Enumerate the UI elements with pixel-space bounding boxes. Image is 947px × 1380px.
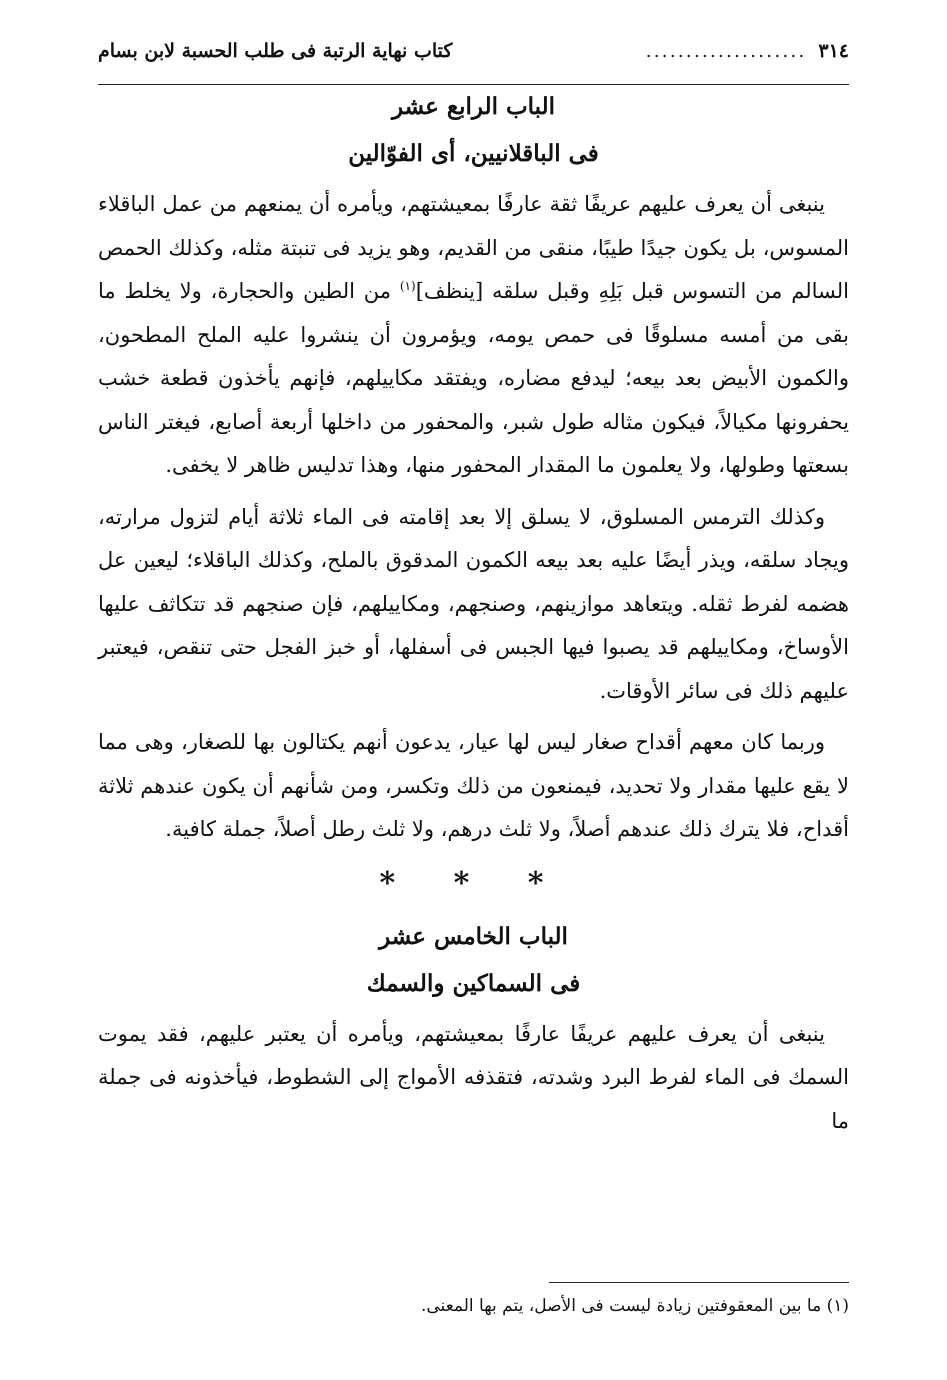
chapter-15-heading: الباب الخامس عشر (379, 922, 568, 950)
paragraph: ينبغى أن يعرف عليهم عريفًا عارفًا بمعيشتهم، ويأمره أن يعتبر عليهم، فقد يموت السمك فى الماء لفرط البرد وشدته، فتقذفه الأمواج إلى الشطوط، فيأخذونه فى جملة ما (98, 1021, 849, 1133)
footnote-text: (١) ما بين المعقوفتين زيادة ليست فى الأصل، يتم بها المعنى. (420, 1296, 849, 1316)
paragraph-text: ينبغى أن يعرف عليهم عريفًا ثقة عارفًا بمعيشتهم، ويأمره أن يمنعهم من عمل الباقلاء المسوس، بل يكون جيدًا طيبًا، منقى من القديم، وهو يزيد فى تنبتة مثله، وكذلك الحمص السالم من التسوس قبل بَلِهِ وقبل سلقه [ينظف] (98, 192, 849, 303)
page-number: ٣١٤ (818, 40, 849, 62)
chapter-15 (98, 923, 849, 1144)
chapter-14 (98, 93, 849, 852)
footnote-rule (549, 1282, 849, 1283)
paragraph: وكذلك الترمس المسلوق، لا يسلق إلا بعد إقامته فى الماء ثلاثة أيام لتزول مرارته، ويجاد سلقه، ويذر أيضًا عليه بعد بيعه الكمون المدقوق بالملح، وكذلك الباقلاء؛ ليعين عل هضمه لفرط ثقله. ويتعاهد موازينهم، وصنجهم، ومكاييلهم، فإن صنجهم قد تتكاثف عليها الأوساخ، ومكاييلهم قد يصبوا فيها الجبس فى أسفلها، أو خبز الفجل حتى تنقص، فيعتبر عليهم ذلك فى سائر الأوقات. (98, 504, 849, 703)
footnote-reference[interactable]: (١) (399, 279, 416, 293)
paragraph (98, 183, 849, 488)
running-header (98, 40, 849, 85)
chapter-14-heading: الباب الرابع عشر (391, 93, 556, 120)
paragraph: وربما كان معهم أقداح صغار ليس لها عيار، يدعون أنهم يكتالون بها للصغار، وهى مما لا يقع عليها مقدار ولا تحديد، فيمنعون من ذلك وتكسر، ومن شأنهم أن يكون عندهم ثلاثة أقداح، فلا يترك ذلك عندهم أصلاً، ولا ثلث درهم، ولا ثلث رطل أصلاً، جملة كافية. (98, 730, 849, 841)
section-divider: * * * (379, 865, 568, 901)
chapter-15-subheading: فى السماكين والسمك (366, 969, 581, 997)
dotted-leader: .................... (645, 40, 807, 62)
book-title: كتاب نهاية الرتبة فى طلب الحسبة لابن بسام (98, 40, 453, 62)
paragraph-text: من الطين والحجارة، ولا يخلط ما بقى من أمسه مسلوقًا فى حمص يومه، ويؤمرون أن ينشروا عليه الملح المطحون، والكمون الأبيض بعد بيعه؛ ليدفع مضاره، ويفتقد مكاييلهم، فإنهم يأخذون قطعة خشب يحفرونها مكيالاً، فيكون مثاله طول شبر، والمحفور من داخلها أربعة أصابع، فيغتر الناس بسعتها وطولها، ولا يعلمون ما المقدار المحفور منها، وهذا تدليس ظاهر لا يخفى. (98, 279, 849, 477)
footnotes (98, 1282, 849, 1319)
chapter-14-subheading: فى الباقلانيين، أى الفوّالين (348, 140, 599, 167)
